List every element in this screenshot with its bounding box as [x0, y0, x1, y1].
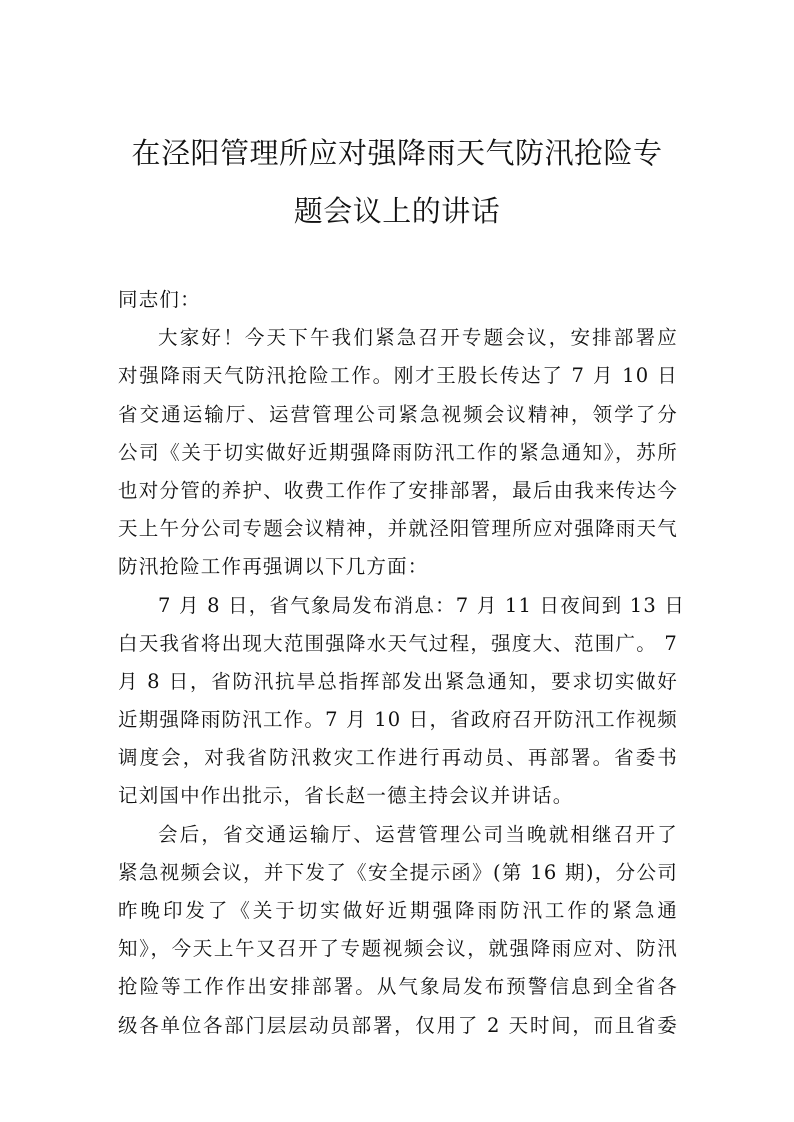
body-line: 近期强降雨防汛工作。7 月 10 日，省政府召开防汛工作视频: [118, 708, 678, 732]
body-line: 紧急视频会议，并下发了《安全提示函》(第 16 期)，分公司: [118, 860, 678, 884]
body-line: 防汛抢险工作再强调以下几方面：: [118, 555, 429, 579]
speech-body: [118, 281, 686, 1045]
body-line: 天上午分公司专题会议精神，并就泾阳管理所应对强降雨天气: [118, 517, 678, 541]
title-line-1: 在泾阳管理所应对强降雨天气防汛抢险专: [131, 136, 663, 170]
body-line: 知》，今天上午又召开了专题视频会议，就强降雨应对、防汛: [118, 937, 678, 961]
body-line: 记刘国中作出批示，省长赵一德主持会议并讲话。: [118, 784, 574, 808]
body-line: 公司《关于切实做好近期强降雨防汛工作的紧急通知》，苏所: [118, 440, 678, 464]
body-line: 抢险等工作作出安排部署。从气象局发布预警信息到全省各: [118, 975, 678, 999]
body-line: 白天我省将出现大范围强降水天气过程，强度大、范围广。 7: [118, 631, 678, 655]
body-line: 也对分管的养护、收费工作作了安排部署，最后由我来传达今: [118, 478, 678, 502]
body-line: 级各单位各部门层层动员部署，仅用了 2 天时间，而且省委: [118, 1013, 678, 1037]
body-line: 对强降雨天气防汛抢险工作。刚才王股长传达了 7 月 10 日: [118, 364, 678, 388]
body-line: 调度会，对我省防汛救灾工作进行再动员、再部署。省委书: [118, 746, 678, 770]
body-line: 省交通运输厅、运营管理公司紧急视频会议精神，领学了分: [118, 402, 678, 426]
body-line: 会后，省交通运输厅、运营管理公司当晚就相继召开了: [158, 822, 678, 846]
salutation: 同志们：: [118, 288, 201, 311]
title-line-2: 题会议上的讲话: [293, 194, 501, 228]
body-line: 7 月 8 日，省气象局发布消息：7 月 11 日夜间到 13 日: [158, 593, 686, 617]
body-line: 月 8 日，省防汛抗旱总指挥部发出紧急通知，要求切实做好: [118, 669, 678, 693]
body-line: 昨晚印发了《关于切实做好近期强降雨防汛工作的紧急通: [118, 899, 678, 922]
body-line: 大家好！今天下午我们紧急召开专题会议，安排部署应: [158, 326, 678, 350]
